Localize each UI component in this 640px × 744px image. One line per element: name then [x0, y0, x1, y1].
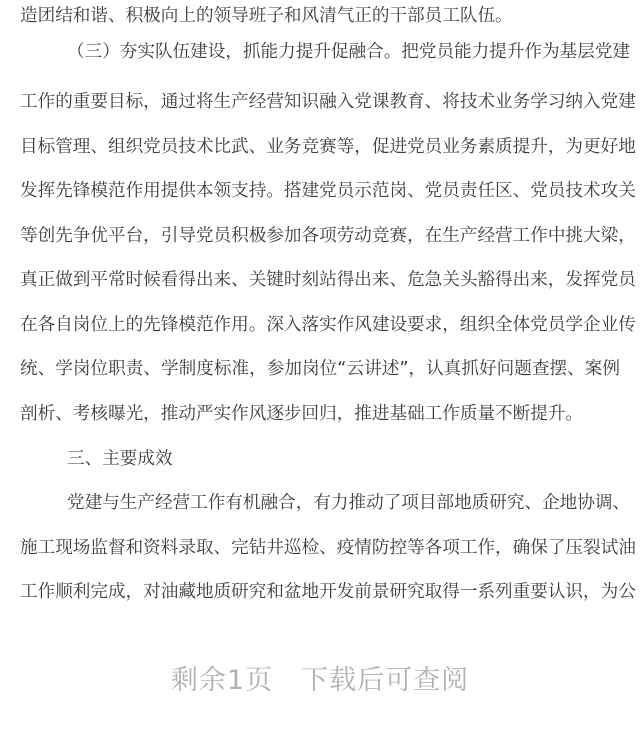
text-line: 工作顺利完成，对油藏地质研究和盆地开发前景研究取得一系列重要认识，为公	[20, 582, 636, 602]
text-line: 党建与生产经营工作有机融合，有力推动了项目部地质研究、企地协调、	[67, 493, 631, 513]
text-line: 目标管理、组织党员技术比武、业务竞赛等，促进党员业务素质提升，为更好地	[20, 137, 636, 157]
text-line: 造团结和谐、积极向上的领导班子和风清气正的干部员工队伍。	[20, 6, 513, 26]
text-line: 施工现场监督和资料录取、完钻井巡检、疫情防控等各项工作，确保了压裂试油	[20, 538, 636, 558]
section-heading-main-results: 三、主要成效	[67, 449, 173, 469]
section-heading-3: （三）夯实队伍建设，抓能力提升促融合。把党员能力提升作为基层党建	[67, 42, 631, 62]
text-line: 剖析、考核曝光，推动严实作风逐步回归，推进基础工作质量不断提升。	[20, 404, 584, 424]
remaining-pages-notice[interactable]: 剩余1页 下载后可查阅	[170, 665, 470, 696]
text-line: 发挥先锋模范作用提供本领支持。搭建党员示范岗、党员责任区、党员技术攻关	[20, 181, 636, 201]
text-line: 工作的重要目标，通过将生产经营知识融入党课教育、将技术业务学习纳入党建	[20, 92, 636, 112]
text-line: 统、学岗位职责、学制度标准，参加岗位“云讲述”，认真抓好问题查摆、案例	[20, 359, 620, 379]
text-line: 等创先争优平台，引导党员积极参加各项劳动竞赛，在生产经营工作中挑大梁，	[20, 226, 636, 246]
text-line: 在各自岗位上的先锋模范作用。深入落实作风建设要求，组织全体党员学企业传	[20, 315, 636, 335]
text-line: 真正做到平常时候看得出来、关键时刻站得出来、危急关头豁得出来，发挥党员	[20, 270, 636, 290]
